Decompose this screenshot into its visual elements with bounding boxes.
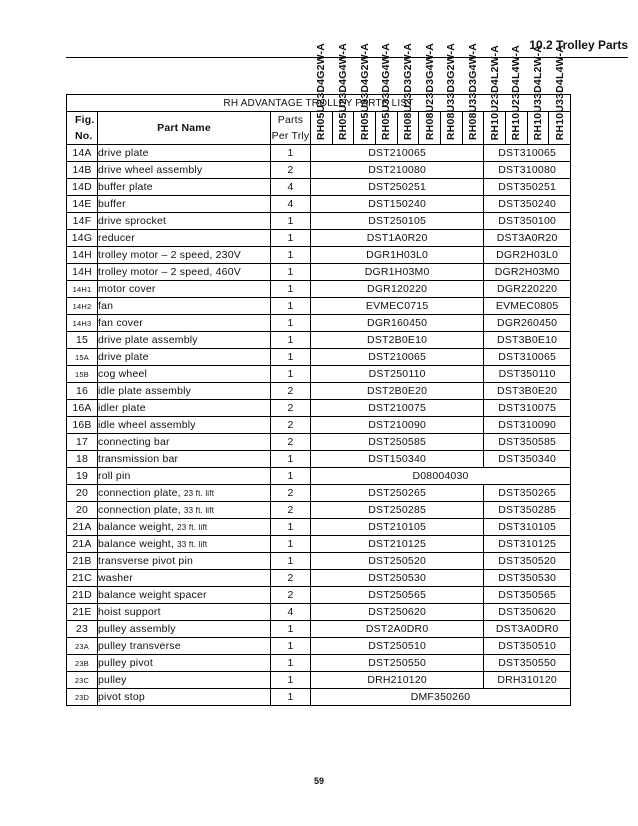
- part-name-text: drive wheel assembly: [98, 163, 203, 176]
- part-code-10-ton: DST350285: [484, 502, 571, 519]
- part-code-05-08-ton: DST250550: [311, 655, 484, 672]
- table-row: [67, 553, 571, 570]
- parts-per-trolley: 1: [271, 230, 311, 247]
- part-name: [98, 468, 271, 485]
- part-name-text: idle wheel assembly: [98, 418, 196, 431]
- part-code-10-ton: DST350251: [484, 179, 571, 196]
- part-code-05-08-ton: DST250530: [311, 570, 484, 587]
- part-name: [98, 502, 271, 519]
- parts-per-trolley: 1: [271, 247, 311, 264]
- model-code: RH08U33D3G4W-A: [466, 42, 479, 140]
- part-name: [98, 264, 271, 281]
- fig-number: 14B: [67, 162, 98, 179]
- part-code-10-ton: DST350100: [484, 213, 571, 230]
- part-name: [98, 298, 271, 315]
- table-row: [67, 247, 571, 264]
- parts-per-trolley: 1: [271, 621, 311, 638]
- fig-number: 23B: [67, 655, 98, 672]
- parts-per-trolley: 2: [271, 434, 311, 451]
- part-code-10-ton: DGR2H03M0: [484, 264, 571, 281]
- table-row: [67, 468, 571, 485]
- part-code-all-models: D08004030: [311, 468, 571, 485]
- parts-per-trolley: 4: [271, 604, 311, 621]
- parts-per-trolley: 1: [271, 145, 311, 162]
- table-row: [67, 587, 571, 604]
- part-code-10-ton: DST350510: [484, 638, 571, 655]
- part-code-10-ton: DST310080: [484, 162, 571, 179]
- model-code: RH05U33D4G2W-A: [358, 42, 371, 140]
- parts-per-trolley: 1: [271, 332, 311, 349]
- parts-per-trolley: 2: [271, 485, 311, 502]
- part-name-text: pivot stop: [98, 690, 145, 703]
- parts-per-trolley: 1: [271, 213, 311, 230]
- part-code-05-08-ton: DST210090: [311, 417, 484, 434]
- table-row: [67, 162, 571, 179]
- part-name-header: Part Name: [98, 112, 271, 145]
- part-name-text: transverse pivot pin: [98, 554, 194, 567]
- model-column-header: [397, 42, 419, 145]
- table-row: [67, 230, 571, 247]
- part-name-text: drive plate: [98, 350, 149, 363]
- table-row: [67, 689, 571, 706]
- parts-per-trolley: 1: [271, 689, 311, 706]
- part-name-text: pulley pivot: [98, 656, 153, 669]
- fig-number: 20: [67, 502, 98, 519]
- part-name-text: balance weight,: [98, 520, 178, 533]
- parts-per-trolley: 2: [271, 383, 311, 400]
- lift-height-note: 23 ft. lift: [183, 488, 215, 498]
- fig-number: 16A: [67, 400, 98, 417]
- part-name-text: washer: [98, 571, 134, 584]
- table-row: [67, 485, 571, 502]
- fig-number: 14H3: [67, 315, 98, 332]
- part-code-10-ton: DST350550: [484, 655, 571, 672]
- parts-per-trolley: 1: [271, 638, 311, 655]
- model-column-header: [419, 42, 441, 145]
- part-code-10-ton: DST310125: [484, 536, 571, 553]
- part-name-text: trolley motor – 2 speed, 460V: [98, 265, 241, 278]
- section-title: 10.2 Trolley Parts: [529, 38, 628, 52]
- fig-number: 14G: [67, 230, 98, 247]
- fig-number: 21A: [67, 519, 98, 536]
- model-code: RH05U23D4G4W-A: [336, 42, 349, 140]
- part-name: [98, 485, 271, 502]
- fig-number: 21C: [67, 570, 98, 587]
- model-code: RH10U23D4L2W-A: [488, 44, 501, 140]
- part-name: [98, 621, 271, 638]
- fig-number: 14H: [67, 247, 98, 264]
- part-name: [98, 196, 271, 213]
- part-name-text: pulley assembly: [98, 622, 176, 635]
- fig-number: 21B: [67, 553, 98, 570]
- part-code-05-08-ton: DGR120220: [311, 281, 484, 298]
- table-row: [67, 536, 571, 553]
- parts-per-trolley: 2: [271, 162, 311, 179]
- part-name-text: roll pin: [98, 469, 131, 482]
- part-code-10-ton: DGR2H03L0: [484, 247, 571, 264]
- parts-per-trolley: 1: [271, 315, 311, 332]
- part-code-10-ton: EVMEC0805: [484, 298, 571, 315]
- table-row: [67, 298, 571, 315]
- model-column-header: [354, 42, 376, 145]
- part-code-10-ton: DST310075: [484, 400, 571, 417]
- fig-number: 17: [67, 434, 98, 451]
- lift-height-note: 33 ft. lift: [183, 505, 215, 515]
- model-column-header: [375, 42, 397, 145]
- part-name-text: pulley transverse: [98, 639, 181, 652]
- parts-table-body: [67, 145, 571, 706]
- part-code-05-08-ton: DST250520: [311, 553, 484, 570]
- part-name-text: cog wheel: [98, 367, 148, 380]
- part-code-05-08-ton: DST250585: [311, 434, 484, 451]
- part-name-text: balance weight,: [98, 537, 178, 550]
- part-code-05-08-ton: DST2B0E20: [311, 383, 484, 400]
- part-code-10-ton: DST350110: [484, 366, 571, 383]
- part-name-text: motor cover: [98, 282, 156, 295]
- part-code-05-08-ton: DST150340: [311, 451, 484, 468]
- part-code-05-08-ton: DST210125: [311, 536, 484, 553]
- part-name: [98, 162, 271, 179]
- table-title: RH ADVANTAGE TROLLEY PARTS LIST: [67, 95, 571, 112]
- part-code-05-08-ton: EVMEC0715: [311, 298, 484, 315]
- model-column-header: [549, 44, 571, 145]
- part-code-05-08-ton: DGR160450: [311, 315, 484, 332]
- fig-number: 19: [67, 468, 98, 485]
- part-code-05-08-ton: DST250251: [311, 179, 484, 196]
- parts-per-trolley: 1: [271, 298, 311, 315]
- fig-no-header: Fig. No.: [67, 112, 98, 145]
- table-row: [67, 502, 571, 519]
- table-row: [67, 672, 571, 689]
- part-code-10-ton: DGR260450: [484, 315, 571, 332]
- part-code-05-08-ton: DGR1H03L0: [311, 247, 484, 264]
- fig-number: 16B: [67, 417, 98, 434]
- parts-per-trolley: 1: [271, 655, 311, 672]
- table-row: [67, 264, 571, 281]
- fig-number: 14H: [67, 264, 98, 281]
- table-row: [67, 604, 571, 621]
- part-code-05-08-ton: DRH210120: [311, 672, 484, 689]
- fig-number: 16: [67, 383, 98, 400]
- model-column-header: [440, 42, 462, 145]
- part-name: [98, 604, 271, 621]
- part-code-10-ton: DST3B0E10: [484, 332, 571, 349]
- part-name: [98, 655, 271, 672]
- part-code-10-ton: DGR220220: [484, 281, 571, 298]
- part-name-text: drive plate assembly: [98, 333, 198, 346]
- part-name: [98, 179, 271, 196]
- part-code-05-08-ton: DST250565: [311, 587, 484, 604]
- model-column-header: [527, 44, 549, 145]
- table-row: [67, 145, 571, 162]
- part-code-all-models: DMF350260: [311, 689, 571, 706]
- part-code-05-08-ton: DST250105: [311, 213, 484, 230]
- fig-number: 15A: [67, 349, 98, 366]
- part-name-text: drive sprocket: [98, 214, 167, 227]
- parts-per-trolley: 1: [271, 366, 311, 383]
- part-name: [98, 349, 271, 366]
- part-name: [98, 230, 271, 247]
- part-code-05-08-ton: DGR1H03M0: [311, 264, 484, 281]
- parts-per-trolley: 2: [271, 502, 311, 519]
- part-name: [98, 145, 271, 162]
- table-row: [67, 655, 571, 672]
- table-row: [67, 451, 571, 468]
- fig-number: 21D: [67, 587, 98, 604]
- table-row: [67, 519, 571, 536]
- parts-per-trolley: 4: [271, 196, 311, 213]
- model-code: RH05U23D4G2W-A: [315, 42, 328, 140]
- parts-per-trolley: 1: [271, 468, 311, 485]
- parts-per-trolley: 1: [271, 451, 311, 468]
- part-name-text: buffer plate: [98, 180, 153, 193]
- part-code-05-08-ton: DST250285: [311, 502, 484, 519]
- lift-height-note: 23 ft. lift: [177, 522, 208, 532]
- model-column-header: [505, 44, 527, 145]
- model-column-header: [484, 44, 506, 145]
- model-code: RH10U23D4L4W-A: [510, 44, 523, 140]
- part-name: [98, 519, 271, 536]
- part-code-10-ton: DST3A0R20: [484, 230, 571, 247]
- fig-number: 14D: [67, 179, 98, 196]
- model-column-header: [462, 42, 484, 145]
- part-name-text: buffer: [98, 197, 126, 210]
- part-name-text: idler plate: [98, 401, 146, 414]
- table-row: [67, 179, 571, 196]
- part-code-10-ton: DST350265: [484, 485, 571, 502]
- table-row: [67, 315, 571, 332]
- parts-per-trolley: 1: [271, 264, 311, 281]
- part-code-05-08-ton: DST210080: [311, 162, 484, 179]
- parts-per-trolley-header: Parts Per Trly: [271, 112, 311, 145]
- parts-table: [66, 42, 571, 706]
- part-code-10-ton: DST310090: [484, 417, 571, 434]
- part-name-text: connection plate,: [98, 486, 184, 499]
- part-code-05-08-ton: DST250620: [311, 604, 484, 621]
- part-code-10-ton: DST350565: [484, 587, 571, 604]
- model-code: RH05U33D4G4W-A: [380, 42, 393, 140]
- fig-number: 21A: [67, 536, 98, 553]
- model-column-header: [332, 42, 354, 145]
- part-code-10-ton: DST3B0E20: [484, 383, 571, 400]
- part-name: [98, 417, 271, 434]
- part-name: [98, 536, 271, 553]
- part-name: [98, 366, 271, 383]
- model-column-header: [311, 42, 333, 145]
- part-name: [98, 332, 271, 349]
- table-row: [67, 332, 571, 349]
- parts-per-trolley: 1: [271, 672, 311, 689]
- fig-number: 14H1: [67, 281, 98, 298]
- part-name: [98, 451, 271, 468]
- part-name: [98, 638, 271, 655]
- part-name: [98, 689, 271, 706]
- table-row: [67, 383, 571, 400]
- part-name-text: idle plate assembly: [98, 384, 192, 397]
- part-code-10-ton: DST310065: [484, 349, 571, 366]
- table-row: [67, 400, 571, 417]
- part-name: [98, 400, 271, 417]
- part-name-text: drive plate: [98, 146, 149, 159]
- page-number: 59: [313, 776, 324, 786]
- part-code-10-ton: DST310065: [484, 145, 571, 162]
- part-code-05-08-ton: DST250110: [311, 366, 484, 383]
- part-code-05-08-ton: DST150240: [311, 196, 484, 213]
- part-name: [98, 553, 271, 570]
- part-name: [98, 383, 271, 400]
- parts-per-trolley: 1: [271, 281, 311, 298]
- fig-number: 14E: [67, 196, 98, 213]
- part-code-10-ton: DST3A0DR0: [484, 621, 571, 638]
- fig-number: 23A: [67, 638, 98, 655]
- part-name-text: trolley motor – 2 speed, 230V: [98, 248, 241, 261]
- part-code-05-08-ton: DST210065: [311, 145, 484, 162]
- model-code: RH08U33D3G2W-A: [445, 42, 458, 140]
- part-code-10-ton: DRH310120: [484, 672, 571, 689]
- part-name: [98, 587, 271, 604]
- parts-per-trolley: 4: [271, 179, 311, 196]
- fig-number: 14F: [67, 213, 98, 230]
- part-name-text: fan: [98, 299, 114, 312]
- fig-number: 20: [67, 485, 98, 502]
- parts-per-trolley: 1: [271, 519, 311, 536]
- parts-per-trolley: 1: [271, 553, 311, 570]
- part-name-text: reducer: [98, 231, 136, 244]
- part-name: [98, 315, 271, 332]
- fig-number: 15: [67, 332, 98, 349]
- part-name-text: pulley: [98, 673, 127, 686]
- part-name: [98, 213, 271, 230]
- part-code-05-08-ton: DST250265: [311, 485, 484, 502]
- part-name-text: balance weight spacer: [98, 588, 207, 601]
- part-code-10-ton: DST310105: [484, 519, 571, 536]
- table-row: [67, 434, 571, 451]
- lift-height-note: 33 ft. lift: [177, 539, 208, 549]
- model-code: RH08U23D3G2W-A: [401, 42, 414, 140]
- fig-number: 23: [67, 621, 98, 638]
- parts-per-trolley: 2: [271, 400, 311, 417]
- model-code: RH10U33D4L4W-A: [553, 44, 566, 140]
- model-code: RH10U33D4L2W-A: [531, 44, 544, 140]
- parts-per-trolley: 2: [271, 570, 311, 587]
- part-name: [98, 672, 271, 689]
- part-code-10-ton: DST350240: [484, 196, 571, 213]
- parts-per-trolley: 1: [271, 536, 311, 553]
- part-code-05-08-ton: DST250510: [311, 638, 484, 655]
- model-code: RH08U23D3G4W-A: [423, 42, 436, 140]
- parts-per-trolley: 1: [271, 349, 311, 366]
- table-row: [67, 349, 571, 366]
- fig-number: 21E: [67, 604, 98, 621]
- part-code-05-08-ton: DST210105: [311, 519, 484, 536]
- parts-per-trolley: 2: [271, 587, 311, 604]
- part-name-text: fan cover: [98, 316, 143, 329]
- fig-number: 15B: [67, 366, 98, 383]
- part-code-10-ton: DST350340: [484, 451, 571, 468]
- table-row: [67, 621, 571, 638]
- part-code-10-ton: DST350530: [484, 570, 571, 587]
- part-name: [98, 281, 271, 298]
- table-row: [67, 281, 571, 298]
- part-name-text: connecting bar: [98, 435, 170, 448]
- part-name: [98, 434, 271, 451]
- parts-per-trolley: 2: [271, 417, 311, 434]
- table-row: [67, 417, 571, 434]
- part-code-10-ton: DST350520: [484, 553, 571, 570]
- part-code-10-ton: DST350620: [484, 604, 571, 621]
- part-name-text: transmission bar: [98, 452, 179, 465]
- fig-number: 23C: [67, 672, 98, 689]
- table-row: [67, 638, 571, 655]
- part-code-05-08-ton: DST2B0E10: [311, 332, 484, 349]
- part-code-05-08-ton: DST1A0R20: [311, 230, 484, 247]
- part-name: [98, 570, 271, 587]
- part-code-05-08-ton: DST2A0DR0: [311, 621, 484, 638]
- part-name: [98, 247, 271, 264]
- part-code-05-08-ton: DST210065: [311, 349, 484, 366]
- table-row: [67, 366, 571, 383]
- fig-number: 14H2: [67, 298, 98, 315]
- part-name-text: hoist support: [98, 605, 161, 618]
- fig-number: 18: [67, 451, 98, 468]
- table-row: [67, 570, 571, 587]
- part-code-10-ton: DST350585: [484, 434, 571, 451]
- part-code-05-08-ton: DST210075: [311, 400, 484, 417]
- fig-number: 23D: [67, 689, 98, 706]
- table-row: [67, 213, 571, 230]
- part-name-text: connection plate,: [98, 503, 184, 516]
- fig-number: 14A: [67, 145, 98, 162]
- table-row: [67, 196, 571, 213]
